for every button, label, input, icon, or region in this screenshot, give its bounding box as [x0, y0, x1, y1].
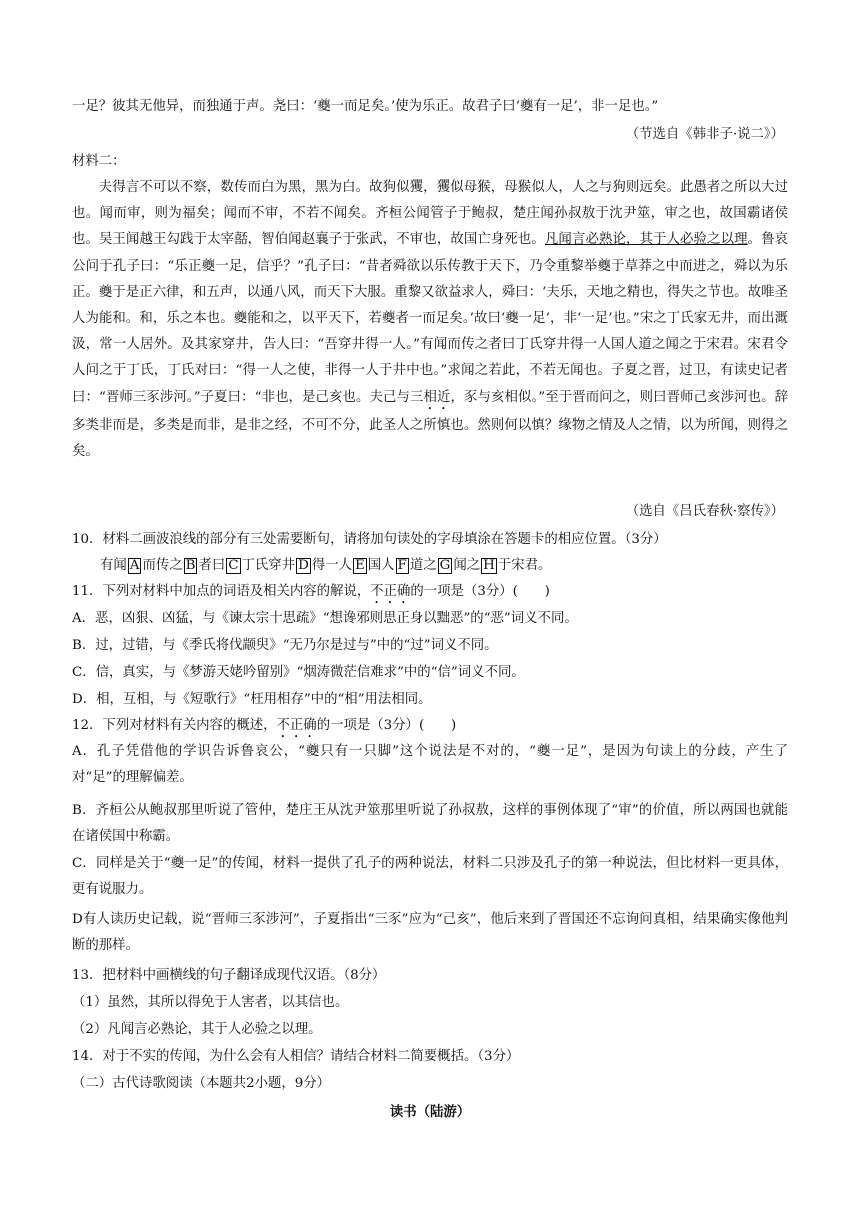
- q10-box-c[interactable]: C: [228, 558, 239, 573]
- q10-seg-g: 闻之: [453, 558, 481, 573]
- q13-sentence-1: （1）虽然，其所以得免于人害者，以其信也。: [72, 995, 349, 1010]
- q10-box-g[interactable]: G: [439, 558, 451, 573]
- q12-option-c[interactable]: C．同样是关于“夔一足”的传闻，材料一提供了孔子的两种说法，材料二只涉及孔子的第一种说法，但比材料一更具体，更有说服力。: [72, 856, 788, 898]
- q10-box-a[interactable]: A: [129, 558, 140, 573]
- question-11-stem: [72, 582, 550, 607]
- question-10: 10．材料二画波浪线的部分有三处需要断句，请将加句读处的字母填涂在答题卡的相应位置。（3分）: [72, 532, 667, 547]
- material-2-part-1: 夫得言不可以不察，数传而白为黑，黑为白。故狗似玃，玃似母猴，母猴似人，人之与狗则远矣。此愚者之所以大过也。闻而审，则为福矣；闻而不审，不若不闻矣。齐桓公闻管子于鲍叔，楚庄闻孙叔敖于沈尹筮，审之也，故国霸诸侯也。吴王闻越王勾践于太宰嚭，智伯闻赵襄子于张武，不审也，故国亡身死也。: [72, 180, 788, 248]
- q10-box-b[interactable]: B: [185, 558, 196, 573]
- underlined-sentence: 凡闻言必熟论，其于人必验之以理: [544, 232, 748, 248]
- q10-pre: 有闻: [100, 558, 127, 573]
- q12-stem-dot: 不正确: [276, 718, 317, 733]
- q10-seg-b: 者曰: [198, 558, 226, 573]
- poem-title: 读书（陆游）: [389, 1104, 471, 1120]
- question-13-stem: 13．把材料中画横线的句子翻译成现代汉语。（8分）: [72, 968, 386, 983]
- material-2-label: 材料二：: [72, 154, 126, 169]
- question-10-sentence: [100, 556, 551, 576]
- q10-seg-c: 丁氏穿井: [241, 558, 296, 573]
- q11-stem-dot: 不正确: [370, 584, 411, 599]
- q10-seg-d: 得一人: [311, 558, 352, 573]
- section-2-heading: （二）古代诗歌阅读（本题共2小题，9分）: [72, 1076, 331, 1091]
- top-line: 一足？彼其无他异，而独通于声。尧曰：‘夔一而足矣。’使为乐正。故君子曰‘夔有一足’，非一足也。”: [72, 99, 659, 114]
- source-material-1: （节选自《韩非子·说二》）: [625, 127, 784, 142]
- q11-option-d[interactable]: D．相，互相，与《短歌行》“枉用相存”中的“相”用法相同。: [72, 692, 432, 707]
- q12-option-b[interactable]: B．齐桓公从鲍叔那里听说了管仲，楚庄王从沈尹筮那里听说了孙叔敖，这样的事例体现了“审”的价值，所以两国也就能在诸侯国中称霸。: [72, 803, 788, 845]
- q11-stem-b: 的一项是（3分）( ): [410, 584, 550, 599]
- q12-option-a[interactable]: A．孔子凭借他的学识告诉鲁哀公，“夔只有一只脚”这个说法是不对的，“夔一足”，是因为句读上的分歧，产生了对“足”的理解偏差。: [72, 744, 788, 786]
- material-2-part-2: 。鲁哀公问于孔子曰：“乐正夔一足，信乎？”孔子曰：“昔者舜欲以乐传教于天下，乃令重黎举夔于草莽之中而进之，舜以为乐正。夔于是正六律，和五声，以通八风，而天下大服。重黎又欲益求人，舜曰：‘夫乐，天地之精也，得失之节也。故唯圣人为能和。和，乐之本也。夔能和之，以平天下，若夔者一而足矣。’故曰‘夔一足’，非‘一足’也。”宋之丁氏家无井，而出溉汲，常一人居外。及其家穿井，告人曰：“吾穿井得一人。”有闻而传之者曰丁氏穿井得一人国人道之闻之于宋君。宋君令人问之于丁氏，丁氏对曰：“得一人之使，非得一人于井中也。”求闻之若此，不若无闻也。子夏之晋，过卫，有读史记者曰：“晋师三豕涉河。”子夏曰：“非也，是己亥也。夫己与三: [72, 232, 789, 405]
- q11-option-a[interactable]: A．恶，凶狠、凶猛，与《谏太宗十思疏》“想谗邪则思正身以黜恶”的“恶”词义不同。: [72, 611, 578, 626]
- q10-box-f[interactable]: F: [397, 558, 407, 573]
- question-12-stem: [72, 716, 456, 741]
- source-material-2: （选自《吕氏春秋·察传》）: [625, 504, 784, 519]
- question-14: 14．对于不实的传闻，为什么会有人相信？请结合材料二简要概括。（3分）: [72, 1049, 520, 1064]
- q11-option-c[interactable]: C．信，真实，与《梦游天姥吟留别》“烟涛微茫信难求”中的“信”词义不同。: [72, 665, 525, 680]
- q10-box-d[interactable]: D: [298, 558, 309, 573]
- q10-seg-f: 道之: [409, 558, 437, 573]
- q11-option-b[interactable]: B．过，过错，与《季氏将伐颛臾》“无乃尔是过与”中的“过”词义不同。: [72, 638, 498, 653]
- q12-stem-b: 的一项是（3分）( ): [316, 718, 457, 733]
- material-2-text: [72, 175, 788, 465]
- q10-seg-a: 而传之: [142, 558, 183, 573]
- q12-stem-a: 12．下列对材料有关内容的概述，: [72, 718, 277, 733]
- q10-box-h[interactable]: H: [483, 558, 495, 573]
- q11-stem-a: 11．下列对材料中加点的词语及相关内容的解说，: [72, 584, 371, 599]
- dotted-word: 相近: [423, 389, 451, 405]
- q12-option-d[interactable]: D有人读历史记载，说“晋师三豕涉河”，子夏指出“三豕”应为“己亥”，他后来到了晋国还不忘询问真相，结果确实像他判断的那样。: [72, 912, 788, 954]
- q10-seg-e: 国人: [367, 558, 395, 573]
- q10-seg-h: 于宋君。: [497, 558, 552, 573]
- q13-sentence-2: （2）凡闻言必熟论，其于人必验之以理。: [72, 1022, 322, 1037]
- q10-box-e[interactable]: E: [354, 558, 365, 573]
- material-2-part-3: ，豕与亥相似。”至于晋而问之，则曰晋师己亥涉河也。辞多类非而是，多类是而非，是非之经，不可不分，此圣人之所慎也。然则何以慎？缘物之情及人之情，以为所闻，则得之矣。: [72, 389, 788, 459]
